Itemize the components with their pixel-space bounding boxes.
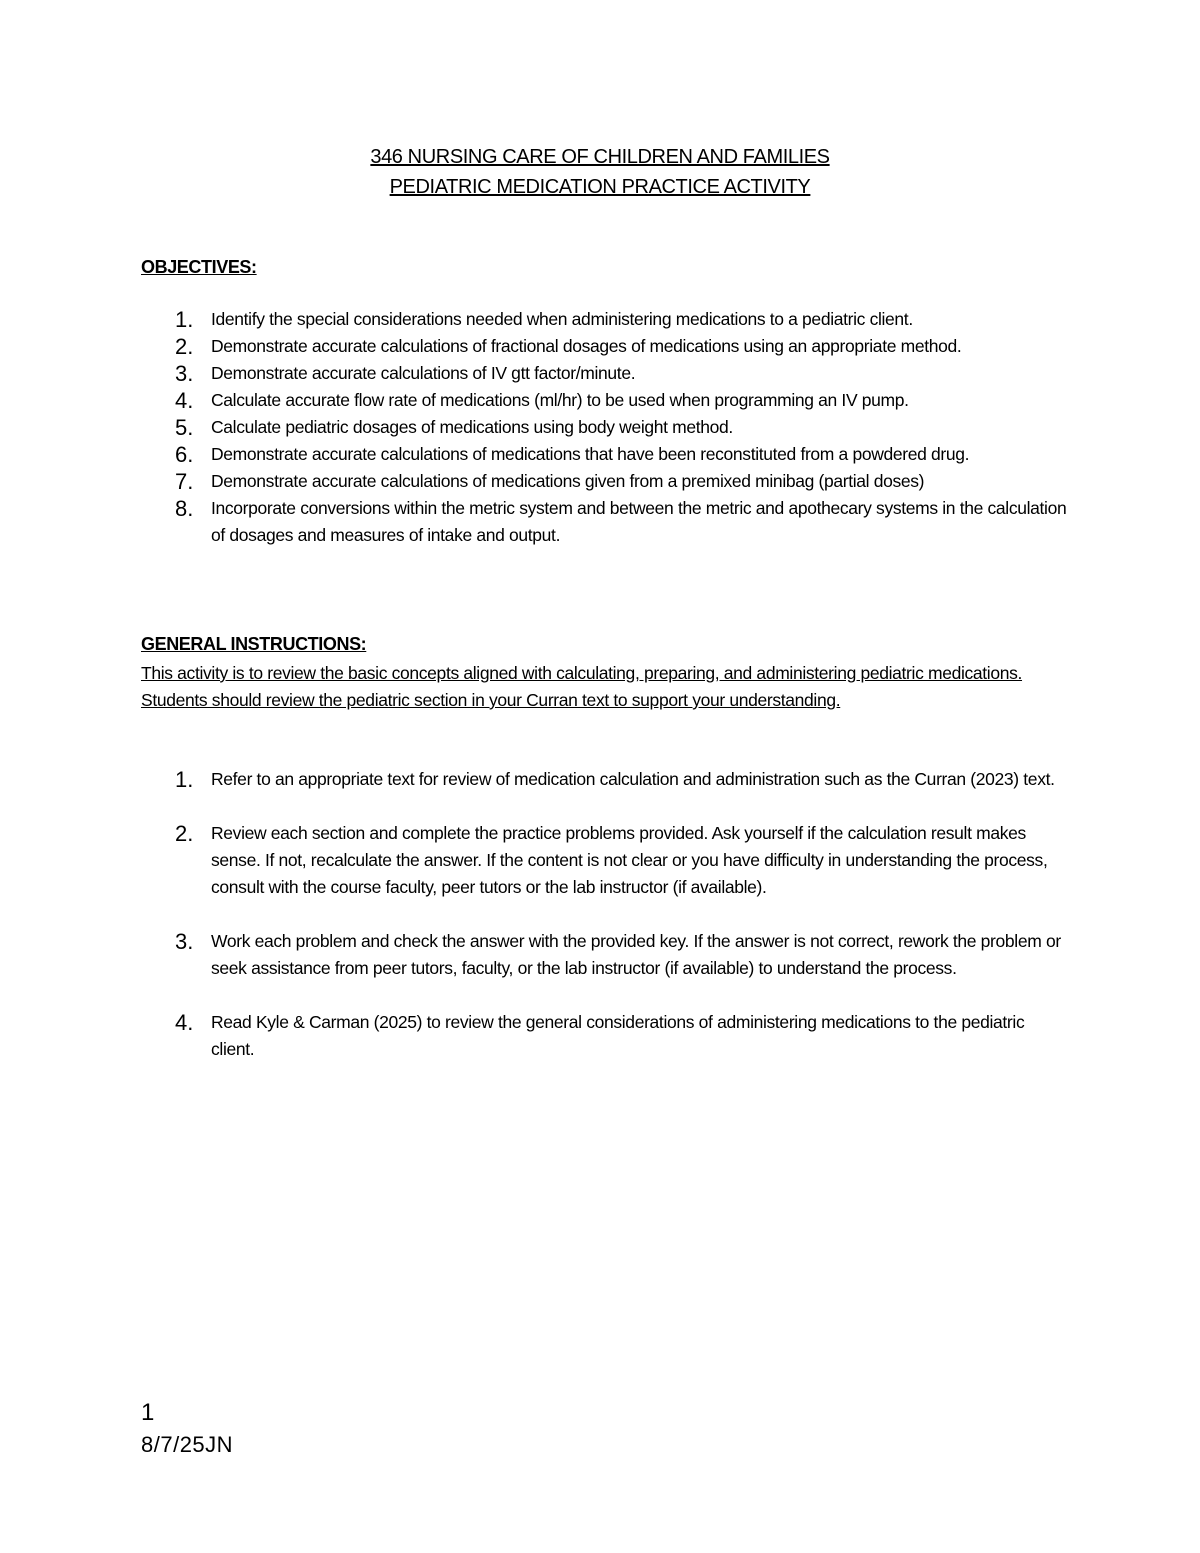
objective-text: Demonstrate accurate calculations of fractional dosages of medications using an appropriate method. [211, 336, 962, 356]
list-number: 1. [175, 767, 194, 792]
objective-text: Calculate pediatric dosages of medications using body weight method. [211, 417, 733, 437]
instruction-item [141, 766, 1071, 793]
list-number: 5. [175, 415, 194, 440]
instruction-text: Work each problem and check the answer with the provided key. If the answer is not correct, rework the problem or seek assistance from peer tutors, faculty, or the lab instructor (if available) to understand the process. [211, 931, 1061, 978]
list-number: 3. [175, 361, 194, 386]
instruction-text: Review each section and complete the practice problems provided. Ask yourself if the calculation result makes sense. If not, recalculate the answer. If the content is not clear or you have difficulty in understanding the process, consult with the course faculty, peer tutors or the lab instructor (if available). [211, 823, 1048, 897]
objective-text: Identify the special considerations needed when administering medications to a pediatric client. [211, 309, 913, 329]
objective-text: Demonstrate accurate calculations of medications that have been reconstituted from a powdered drug. [211, 444, 970, 464]
list-number: 6. [175, 442, 194, 467]
objective-item [141, 333, 1071, 360]
objective-item [141, 306, 1071, 333]
list-number: 1. [175, 307, 194, 332]
list-number: 7. [175, 469, 194, 494]
objectives-list [141, 306, 1071, 549]
objective-item [141, 468, 1071, 495]
objective-item [141, 387, 1071, 414]
document-title [0, 142, 1200, 202]
objectives-heading: OBJECTIVES: [141, 257, 257, 277]
title-line-1: 346 NURSING CARE OF CHILDREN AND FAMILIES [370, 146, 830, 168]
instruction-text: Read Kyle & Carman (2025) to review the general considerations of administering medications to the pediatric client. [211, 1012, 1025, 1059]
objective-item [141, 414, 1071, 441]
title-line-2: PEDIATRIC MEDICATION PRACTICE ACTIVITY [389, 176, 811, 198]
list-number: 2. [175, 334, 194, 359]
objective-text: Demonstrate accurate calculations of IV gtt factor/minute. [211, 363, 636, 383]
objective-text: Calculate accurate flow rate of medications (ml/hr) to be used when programming an IV pump. [211, 390, 909, 410]
instruction-item [141, 820, 1071, 901]
general-instructions-heading: GENERAL INSTRUCTIONS: [141, 634, 367, 654]
page-number: 1 [141, 1399, 155, 1426]
instruction-text: Refer to an appropriate text for review of medication calculation and administration such as the Curran (2023) text. [211, 769, 1055, 789]
instruction-item [141, 1009, 1071, 1063]
list-number: 2. [175, 821, 194, 846]
instructions-list [141, 766, 1071, 1090]
instruction-item [141, 928, 1071, 982]
list-number: 3. [175, 929, 194, 954]
list-number: 4. [175, 388, 194, 413]
list-number: 4. [175, 1010, 194, 1035]
objective-item [141, 495, 1071, 549]
footer-date-code: 8/7/25JN [141, 1432, 234, 1457]
objective-item [141, 360, 1071, 387]
list-number: 8. [175, 496, 194, 521]
objective-text: Demonstrate accurate calculations of medications given from a premixed minibag (partial doses) [211, 471, 925, 491]
objective-item [141, 441, 1071, 468]
general-instructions-intro: This activity is to review the basic concepts aligned with calculating, preparing, and administering pediatric medications. Students should review the pediatric section in your Curran text to support your understanding. [141, 663, 1023, 710]
objective-text: Incorporate conversions within the metric system and between the metric and apothecary systems in the calculation of dosages and measures of intake and output. [211, 498, 1067, 545]
